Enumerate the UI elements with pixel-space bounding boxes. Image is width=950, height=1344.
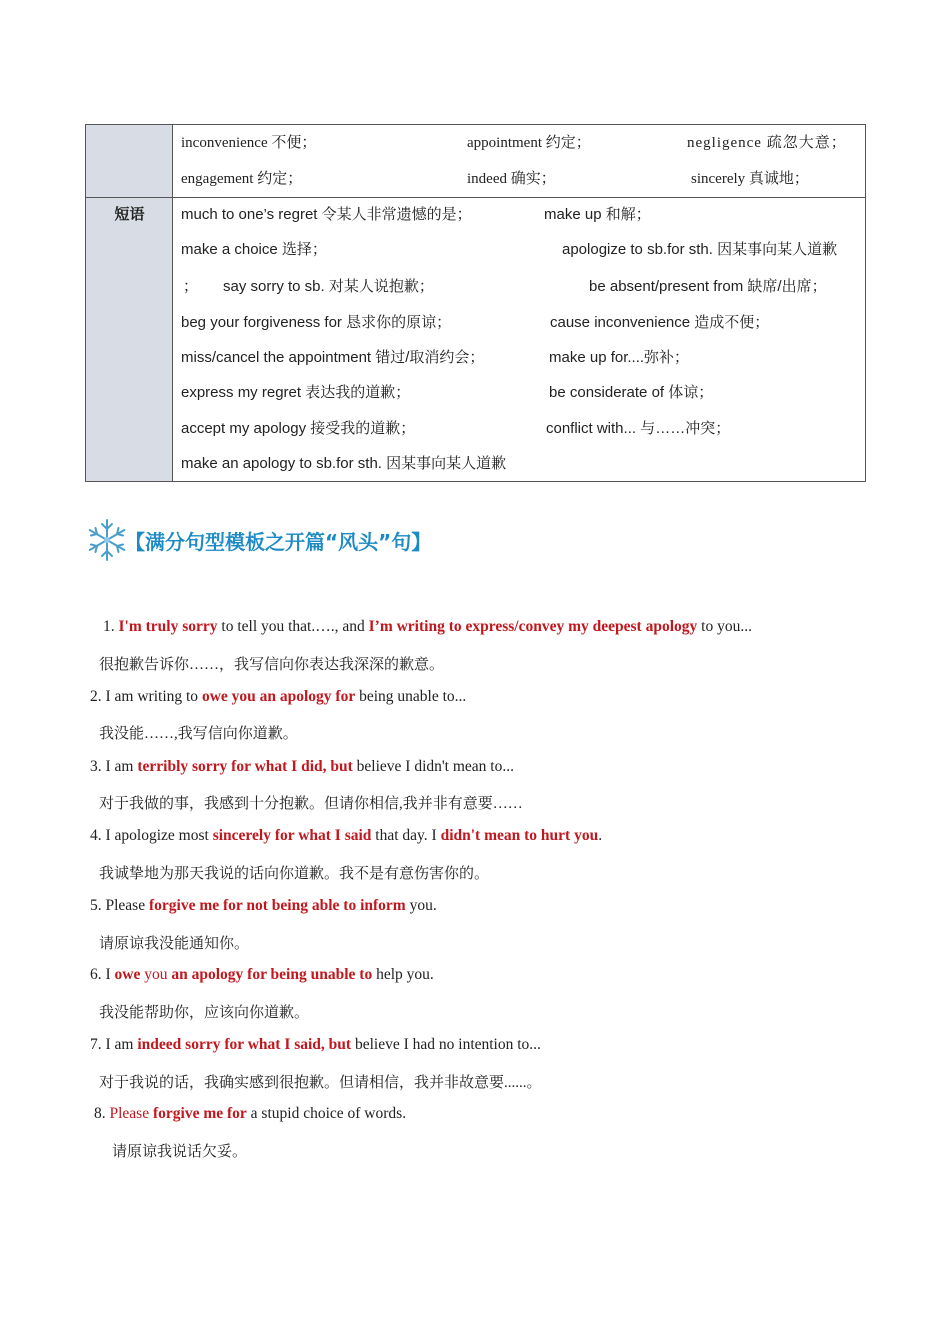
phrase-cell: say sorry to sb. 对某人说抱歉； <box>223 278 434 295</box>
sentence-number: 2. <box>90 688 106 705</box>
highlighted-phrase: terribly sorry for what I did, but <box>137 758 353 775</box>
sentence-number: 6. <box>90 966 106 983</box>
sentence-translation: 对于我做的事，我感到十分抱歉。但请你相信,我并非有意要…… <box>99 796 523 812</box>
sentence-translation: 请原谅我没能通知你。 <box>99 936 250 952</box>
sentence-number: 7. <box>90 1036 106 1053</box>
word-cell: engagement 约定； <box>181 171 303 187</box>
phrase-cell: make up for....弥补； <box>549 349 690 366</box>
phrase-cell: much to one’s regret 令某人非常遗憾的是； <box>181 206 472 223</box>
highlighted-phrase: forgive me for not being able to inform <box>148 897 406 914</box>
phrase-cell: apologize to sb.for sth. 因某事向某人道歉 <box>562 241 838 258</box>
phrase-cell: make up 和解； <box>544 206 651 223</box>
phrase-cell: beg your forgiveness for 恳求你的原谅； <box>181 314 452 331</box>
sentence-line <box>94 1105 406 1123</box>
highlighted-phrase: didn't mean to hurt you <box>440 827 599 844</box>
highlighted-phrase: forgive me for <box>152 1105 247 1122</box>
sentence-line <box>90 688 466 706</box>
sentence-number: 8. <box>94 1105 110 1122</box>
row-divider <box>86 197 865 198</box>
sentence-line <box>90 758 514 776</box>
sentence-text: you <box>140 966 172 983</box>
phrase-section-label: 短语 <box>114 205 145 223</box>
phrase-cell: make a choice 选择； <box>181 241 327 258</box>
highlighted-phrase: owe <box>114 966 141 983</box>
highlighted-phrase: indeed sorry for what I said, but <box>137 1036 352 1053</box>
sentence-text: I am <box>105 1036 138 1053</box>
word-cell: inconvenience 不便； <box>181 135 317 151</box>
sentence-text: help you. <box>372 966 434 983</box>
highlighted-phrase: an apology for being unable to <box>171 966 373 983</box>
sentence-line <box>90 966 434 984</box>
sentence-text: I apologize most <box>105 827 213 844</box>
sentence-line <box>103 618 752 636</box>
vocab-table <box>85 124 866 482</box>
sentence-text: I <box>105 966 115 983</box>
sentence-translation: 我没能帮助你，应该向你道歉。 <box>99 1005 310 1021</box>
phrase-cell: ； <box>183 278 199 295</box>
sentence-text: I am <box>105 758 138 775</box>
sentence-translation: 很抱歉告诉你……，我写信向你表达我深深的歉意。 <box>99 657 445 673</box>
section-heading <box>85 518 431 562</box>
sentence-text: I am writing to <box>105 688 202 705</box>
sentence-line <box>90 827 602 845</box>
snowflake-icon <box>85 518 129 562</box>
sentence-text: Please <box>109 1105 153 1122</box>
highlighted-phrase: I’m writing to express/convey my deepest apology <box>368 618 698 635</box>
word-cell: appointment 约定； <box>467 135 591 151</box>
phrase-cell: be absent/present from 缺席/出席； <box>589 278 827 295</box>
sentence-text: believe I had no intention to... <box>351 1036 541 1053</box>
category-column <box>86 125 173 481</box>
highlighted-phrase: I'm truly sorry <box>118 618 218 635</box>
sentence-line <box>90 897 437 915</box>
sentence-translation: 请原谅我说话欠妥。 <box>112 1144 248 1160</box>
sentence-number: 3. <box>90 758 106 775</box>
sentence-line <box>90 1036 541 1054</box>
sentence-text: being unable to... <box>355 688 467 705</box>
sentence-text: you. <box>405 897 437 914</box>
word-cell: indeed 确实； <box>467 171 556 187</box>
word-cell: sincerely 真诚地； <box>691 171 809 187</box>
sentence-text: to you... <box>697 618 752 635</box>
highlighted-phrase: sincerely for what I said <box>212 827 372 844</box>
phrase-cell: express my regret 表达我的道歉； <box>181 384 411 401</box>
sentence-text: Please <box>105 897 149 914</box>
highlighted-phrase: owe you an apology for <box>201 688 356 705</box>
sentence-number: 5. <box>90 897 106 914</box>
sentence-translation: 我没能……,我写信向你道歉。 <box>99 726 298 742</box>
sentence-text: to tell you that.…., and <box>217 618 369 635</box>
sentence-translation: 我诚挚地为那天我说的话向你道歉。我不是有意伤害你的。 <box>99 866 490 882</box>
sentence-text: that day. I <box>371 827 441 844</box>
phrase-cell: be considerate of 体谅； <box>549 384 714 401</box>
phrase-cell: cause inconvenience 造成不便； <box>550 314 770 331</box>
sentence-text: . <box>598 827 603 844</box>
phrase-cell: miss/cancel the appointment 错过/取消约会； <box>181 349 485 366</box>
phrase-cell: accept my apology 接受我的道歉； <box>181 420 416 437</box>
sentence-text: believe I didn't mean to... <box>352 758 514 775</box>
phrase-cell: make an apology to sb.for sth. 因某事向某人道歉 <box>181 455 507 472</box>
sentence-number: 4. <box>90 827 106 844</box>
heading-text: 【满分句型模板之开篇“风头”句】 <box>125 529 432 554</box>
sentence-translation: 对于我说的话，我确实感到很抱歉。但请相信，我并非故意要......。 <box>99 1075 542 1091</box>
sentence-text: a stupid choice of words. <box>246 1105 407 1122</box>
phrase-cell: conflict with... 与……冲突； <box>546 420 731 437</box>
sentence-number: 1. <box>103 618 119 635</box>
word-cell: negligence 疏忽大意； <box>687 135 847 151</box>
